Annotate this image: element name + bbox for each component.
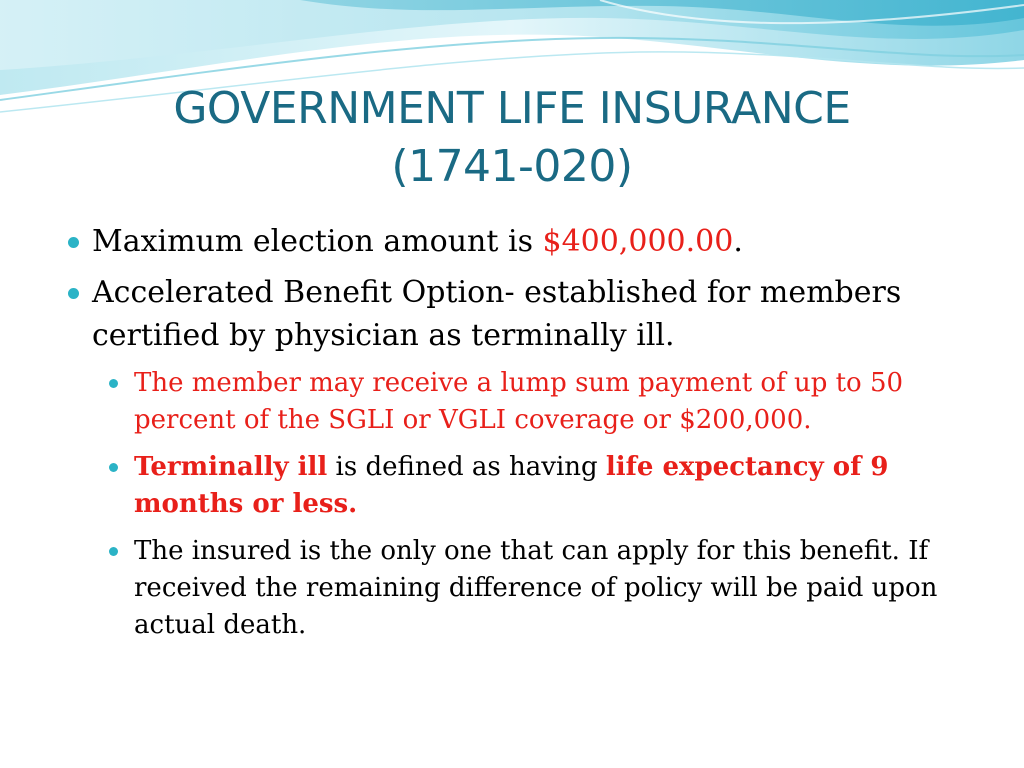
sub-bullet-terminally-ill bbox=[62, 449, 972, 523]
bullet-max-election bbox=[62, 220, 972, 263]
sub-bullet-insured-apply bbox=[62, 533, 972, 644]
term-terminally-ill: Terminally ill bbox=[134, 452, 328, 482]
bullet-dot-icon bbox=[68, 237, 79, 248]
bullet-dot-icon bbox=[109, 379, 118, 388]
title-line-2: (1741-020) bbox=[391, 141, 633, 192]
bullet-dot-icon bbox=[109, 463, 118, 472]
sub-bullet-text: The insured is the only one that can apply for this benefit. If received the remaining difference of policy will be paid upon actual death. bbox=[134, 536, 938, 640]
bullet-dot-icon bbox=[68, 288, 79, 299]
bullet-text: Accelerated Benefit Option- established for members certified by physician as terminally ill. bbox=[92, 275, 902, 353]
term-definition: life expectancy of 9 months or less. bbox=[134, 452, 889, 519]
slide-title bbox=[0, 80, 1024, 196]
max-amount-value: $400,000.00 bbox=[542, 224, 734, 259]
bullet-dot-icon bbox=[109, 547, 118, 556]
sub-bullet-text-middle: is defined as having bbox=[327, 452, 606, 482]
title-line-1: GOVERNMENT LIFE INSURANCE bbox=[173, 83, 851, 134]
bullet-text: Maximum election amount is bbox=[92, 224, 543, 259]
sub-bullet-lump-sum bbox=[62, 365, 972, 439]
sub-bullet-text: The member may receive a lump sum payment of up to 50 percent of the SGLI or VGLI coverage or $200,000. bbox=[134, 368, 904, 435]
bullet-accelerated-benefit bbox=[62, 271, 972, 357]
bullet-list bbox=[62, 220, 972, 654]
bullet-text-suffix: . bbox=[733, 224, 743, 259]
